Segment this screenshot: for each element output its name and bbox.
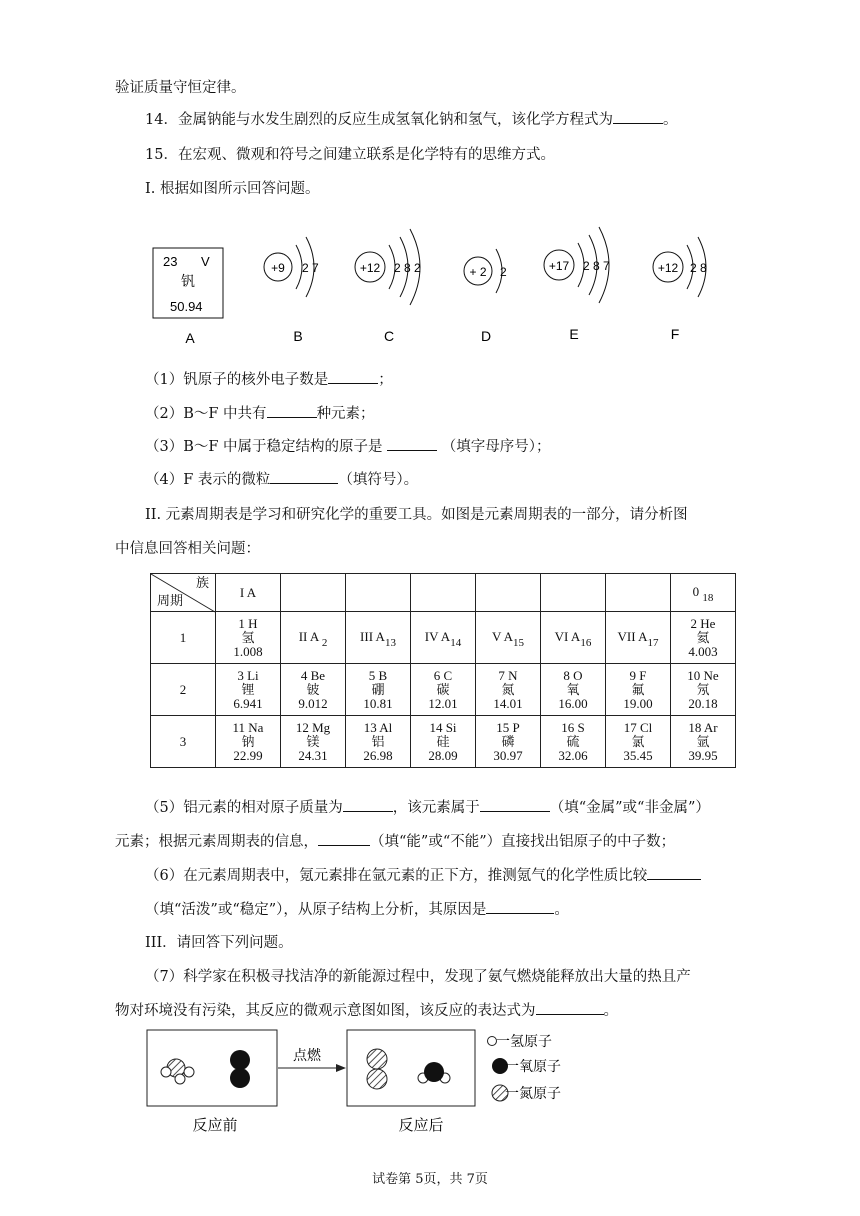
label-a: A — [185, 330, 195, 346]
label-f: F — [670, 326, 680, 342]
group-header — [346, 612, 411, 664]
atom-f — [653, 237, 707, 297]
sub-question-5-hint: （填“金属”或“非金属”） — [549, 800, 710, 816]
atom-structure-figure — [0, 215, 860, 346]
element-name: 钠 — [241, 733, 255, 749]
element-box-name: 钒 — [181, 273, 195, 289]
group-number: 17 — [647, 637, 659, 649]
group-number: 18 — [702, 592, 714, 604]
element-mass: 20.18 — [688, 695, 718, 711]
element-name: 磷 — [501, 733, 515, 749]
part-1-heading: I. 根据如图所示回答问题。 — [145, 181, 320, 197]
sub-question-7: （7）科学家在积极寻找洁净的新能源过程中，发现了氨气燃烧能释放出大量的热且产 — [145, 969, 691, 985]
oxygen-molecule — [230, 1050, 250, 1088]
table-corner — [151, 574, 216, 612]
element-mass: 14.01 — [493, 695, 523, 711]
sub-question-4 — [145, 468, 418, 489]
atom-f-nucleus: +12 — [657, 261, 679, 275]
after-box — [347, 1030, 475, 1106]
sub-question-7-cont-end: 。 — [603, 1003, 618, 1019]
group-header — [476, 574, 541, 612]
question-15: 15．在宏观、微观和符号之间建立联系是化学特有的思维方式。 — [145, 147, 555, 163]
element-name: 锂 — [241, 681, 255, 697]
group-label: VII A — [617, 629, 648, 644]
element-box-symbol: V — [201, 254, 210, 269]
element-box-number: 23 — [163, 254, 178, 269]
group-label: I A — [239, 584, 257, 600]
arrow-label: 点燃 — [293, 1047, 321, 1063]
element-mass: 19.00 — [623, 695, 653, 711]
sub-question-6 — [145, 864, 701, 885]
element-name: 氮 — [501, 681, 515, 697]
element-symbol: 7 N — [498, 667, 518, 683]
element-cell — [671, 612, 736, 664]
element-cell — [541, 664, 606, 716]
element-mass: 4.003 — [688, 643, 718, 659]
element-cell — [281, 716, 346, 768]
element-name: 氢 — [241, 629, 255, 645]
sub-question-5-cont-end: （填“能”或“不能”）直接找出铝原子的中子数； — [370, 834, 676, 850]
question-14 — [145, 108, 677, 129]
group-number: 13 — [384, 637, 396, 649]
answer-blank[interactable] — [267, 405, 317, 418]
atom-e-nucleus: +17 — [548, 259, 570, 273]
element-cell — [346, 664, 411, 716]
group-number: 16 — [580, 637, 592, 649]
answer-blank[interactable] — [613, 111, 663, 124]
group-header — [411, 612, 476, 664]
element-cell — [281, 664, 346, 716]
element-symbol: 3 Li — [237, 667, 259, 683]
group-label: 0 — [692, 584, 700, 599]
label-e: E — [569, 326, 579, 342]
element-cell — [346, 716, 411, 768]
period-label: 3 — [151, 716, 216, 768]
element-mass: 28.09 — [428, 747, 458, 763]
sub-question-1 — [145, 368, 393, 389]
part-3-heading: III．请回答下列问题。 — [145, 935, 293, 951]
group-label: IV A — [424, 629, 451, 644]
sub-question-1-text: （1）钒原子的核外电子数是 — [145, 372, 329, 388]
answer-blank[interactable] — [270, 471, 338, 484]
group-header — [476, 612, 541, 664]
period-3-row — [151, 716, 736, 768]
element-name: 氧 — [566, 681, 580, 697]
atom-c-shells: 2 8 2 — [394, 261, 421, 275]
sub-question-3-text: （3）B～F 中属于稳定结构的原子是 — [145, 439, 383, 455]
element-symbol: 18 Ar — [688, 719, 718, 735]
corner-period-label: 周期 — [157, 594, 184, 609]
element-symbol: 12 Mg — [295, 719, 331, 735]
group-label: VI A — [554, 629, 581, 644]
element-cell — [671, 716, 736, 768]
element-cell — [671, 664, 736, 716]
corner-group-label: 族 — [195, 576, 209, 591]
element-cell — [411, 716, 476, 768]
element-cell — [476, 716, 541, 768]
nitrogen-molecule — [367, 1049, 387, 1089]
element-mass: 10.81 — [363, 695, 393, 711]
atom-b-shells: 2 7 — [302, 261, 319, 275]
element-mass: 39.95 — [688, 747, 718, 763]
legend-nitrogen: 一氮原子 — [505, 1085, 561, 1101]
sub-question-2-end: 种元素； — [316, 406, 375, 422]
element-symbol: 13 Al — [363, 719, 393, 735]
element-symbol: 1 H — [238, 615, 258, 631]
element-symbol: 11 Na — [232, 719, 264, 735]
element-cell — [541, 716, 606, 768]
sub-question-3 — [145, 435, 551, 456]
period-label: 2 — [151, 664, 216, 716]
element-cell — [216, 664, 281, 716]
element-symbol: 4 Be — [300, 667, 326, 683]
element-cell — [216, 716, 281, 768]
sub-question-6-cont-end: 。 — [554, 902, 569, 918]
answer-blank[interactable] — [486, 901, 554, 914]
atom-d-shells: 2 — [500, 265, 507, 279]
element-cell — [476, 664, 541, 716]
before-label: 反应前 — [192, 1117, 238, 1134]
element-mass: 35.45 — [623, 747, 653, 763]
element-mass: 22.99 — [233, 747, 263, 763]
period-2-row — [151, 664, 736, 716]
sub-question-5-text: （5）铝元素的相对原子质量为 — [145, 800, 343, 816]
element-symbol: 10 Ne — [687, 667, 719, 683]
answer-blank[interactable] — [318, 833, 370, 846]
answer-blank[interactable] — [328, 371, 378, 384]
ammonia-molecule — [161, 1059, 194, 1084]
answer-blank[interactable] — [387, 438, 437, 451]
water-molecule — [418, 1062, 450, 1083]
element-mass: 16.00 — [558, 695, 588, 711]
answer-blank[interactable] — [343, 799, 393, 812]
element-name: 铍 — [306, 681, 320, 697]
sub-question-5-mid: ，该元素属于 — [392, 800, 480, 816]
sub-question-5-cont-text: 元素；根据元素周期表的信息， — [115, 834, 318, 850]
after-label: 反应后 — [398, 1117, 444, 1134]
element-symbol: 2 He — [690, 615, 716, 631]
reaction-diagram — [0, 1022, 860, 1162]
element-cell — [606, 664, 671, 716]
element-mass: 1.008 — [233, 643, 263, 659]
answer-blank[interactable] — [480, 799, 550, 812]
group-number: 15 — [513, 637, 525, 649]
answer-blank[interactable] — [536, 1002, 604, 1015]
intro-line: 验证质量守恒定律。 — [115, 80, 246, 96]
arrow-head — [336, 1064, 346, 1072]
group-header — [671, 574, 736, 612]
group-header — [606, 612, 671, 664]
element-mass: 32.06 — [558, 747, 588, 763]
sub-question-6-text: （6）在元素周期表中，氪元素排在氩元素的正下方，推测氪气的化学性质比较 — [145, 868, 648, 884]
element-cell — [606, 716, 671, 768]
part-2-line-1: II. 元素周期表是学习和研究化学的重要工具。如图是元素周期表的一部分，请分析图 — [145, 507, 688, 523]
element-cell — [216, 612, 281, 664]
question-14-end: 。 — [662, 112, 678, 128]
element-name: 碳 — [436, 681, 450, 697]
element-symbol: 8 O — [563, 667, 583, 683]
element-symbol: 14 Si — [429, 719, 457, 735]
element-name: 镁 — [306, 733, 320, 749]
atom-b — [264, 237, 319, 297]
atom-d-nucleus: + 2 — [469, 265, 487, 279]
group-header — [216, 574, 281, 612]
group-header — [281, 612, 346, 664]
element-name: 氖 — [696, 681, 710, 697]
element-symbol: 9 F — [629, 667, 647, 683]
legend-oxygen: 一氧原子 — [505, 1058, 561, 1074]
atom-e — [544, 227, 610, 303]
element-mass: 9.012 — [298, 695, 328, 711]
sub-question-5 — [145, 796, 710, 817]
element-name: 铝 — [371, 733, 385, 749]
sub-question-6-cont — [145, 898, 569, 919]
group-header — [541, 612, 606, 664]
element-mass: 12.01 — [428, 695, 458, 711]
answer-blank[interactable] — [647, 867, 701, 880]
element-symbol: 16 S — [561, 719, 585, 735]
group-header — [606, 574, 671, 612]
group-number: 14 — [450, 637, 462, 649]
group-header — [281, 574, 346, 612]
group-header — [346, 574, 411, 612]
element-mass: 6.941 — [233, 695, 263, 711]
atom-e-shells: 2 8 7 — [583, 259, 610, 273]
group-label: V A — [491, 629, 514, 644]
element-name: 氟 — [631, 681, 645, 697]
sub-question-7-cont — [115, 999, 618, 1020]
element-mass: 24.31 — [298, 747, 328, 763]
legend — [488, 1033, 562, 1101]
label-c: C — [383, 328, 395, 344]
atom-f-shells: 2 8 — [690, 261, 707, 275]
element-mass: 30.97 — [493, 747, 523, 763]
sub-question-6-cont-text: （填“活泼”或“稳定”），从原子结构上分析，其原因是 — [145, 902, 487, 918]
element-cell — [411, 664, 476, 716]
sub-question-4-text: （4）F 表示的微粒 — [145, 472, 271, 488]
element-name: 硫 — [566, 733, 580, 749]
sub-question-1-end: ； — [378, 372, 393, 388]
atom-b-nucleus: +9 — [271, 261, 285, 275]
element-symbol: 17 Cl — [623, 719, 653, 735]
group-label: III A — [360, 629, 385, 644]
atom-c — [355, 229, 421, 305]
element-mass: 26.98 — [363, 747, 393, 763]
sub-question-5-cont — [115, 830, 675, 851]
question-14-text: 14．金属钠能与水发生剧烈的反应生成氢氧化钠和氢气，该化学方程式为 — [145, 112, 613, 128]
sub-question-4-end: （填符号）。 — [338, 472, 419, 488]
sub-question-2-text: （2）B～F 中共有 — [145, 406, 267, 422]
period-label: 1 — [151, 612, 216, 664]
group-number: 2 — [321, 637, 328, 649]
atom-d — [464, 249, 507, 293]
label-d: D — [480, 328, 492, 344]
element-symbol: 15 P — [496, 719, 520, 735]
element-symbol: 5 B — [368, 667, 388, 683]
element-symbol: 6 C — [433, 667, 453, 683]
group-label: II A — [298, 629, 319, 644]
atom-c-nucleus: +12 — [359, 261, 381, 275]
element-name: 氯 — [631, 733, 645, 749]
element-name: 硅 — [436, 733, 450, 749]
sub-question-7-cont-text: 物对环境没有污染，其反应的微观示意图如图，该反应的表达式为 — [115, 1003, 536, 1019]
element-name: 氩 — [696, 733, 710, 749]
sub-question-2 — [145, 402, 375, 423]
group-header — [541, 574, 606, 612]
sub-question-3-end: （填字母序号）； — [441, 439, 551, 455]
periodic-table — [150, 573, 736, 768]
page-footer: 试卷第 5页，共 7页 — [372, 1172, 488, 1187]
element-name: 氦 — [696, 629, 710, 645]
part-2-line-2: 中信息回答相关问题： — [115, 541, 260, 557]
legend-hydrogen: 一氢原子 — [496, 1033, 552, 1049]
element-name: 硼 — [371, 681, 385, 697]
group-header — [411, 574, 476, 612]
label-b: B — [293, 328, 303, 344]
element-box-mass: 50.94 — [170, 299, 203, 314]
